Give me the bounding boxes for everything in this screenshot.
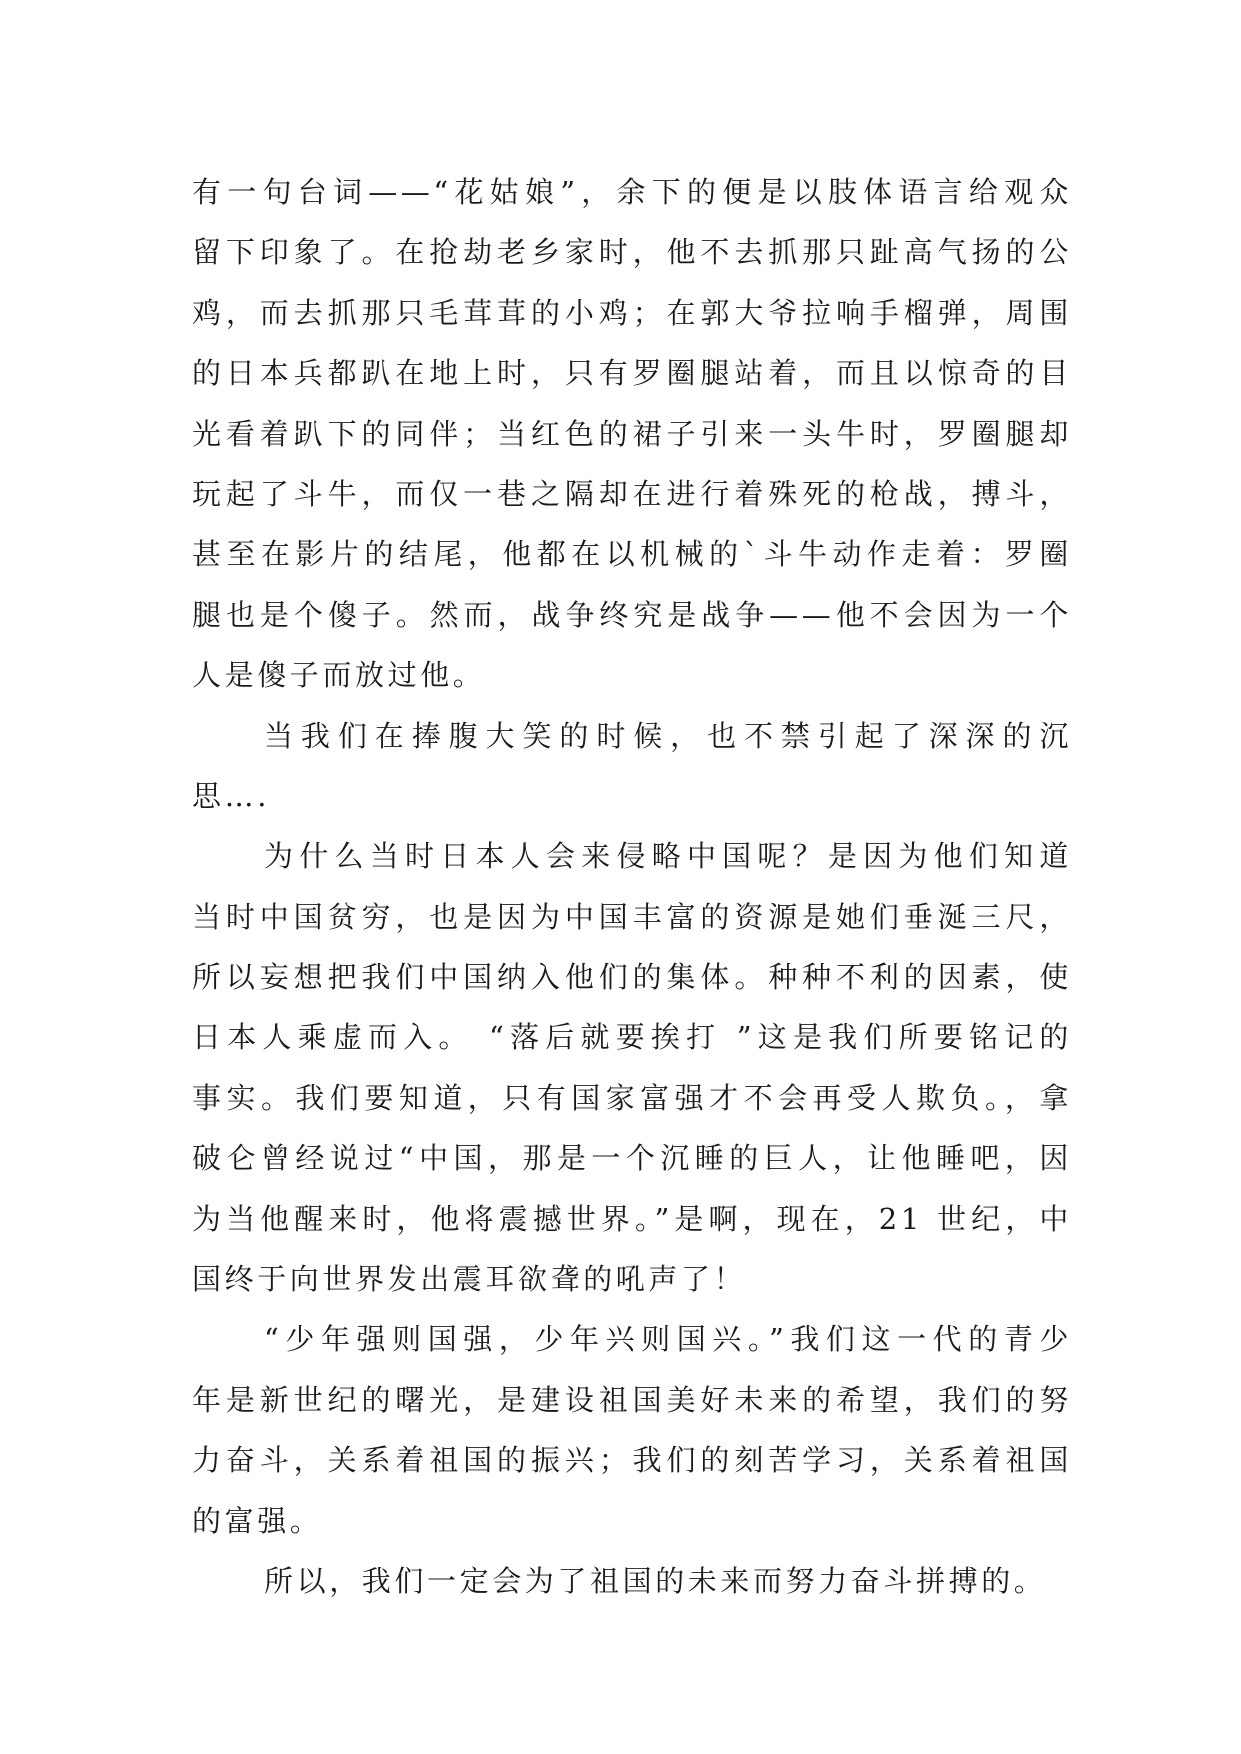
text-line: 日本人乘虚而入。 “落后就要挨打 ”这是我们所要铭记的 bbox=[192, 1020, 1072, 1055]
text-line: 所以妄想把我们中国纳入他们的集体。种种不利的因素，使 bbox=[192, 960, 1072, 995]
text-line: 甚至在影片的结尾，他都在以机械的`斗牛动作走着：罗圈 bbox=[192, 537, 1072, 572]
text-line: 国终于向世界发出震耳欲聋的吼声了！ bbox=[192, 1262, 747, 1297]
document-body bbox=[192, 162, 1072, 1611]
text-line: 破仑曾经说过“中国，那是一个沉睡的巨人，让他睡吧，因 bbox=[192, 1141, 1072, 1176]
text-line: 留下印象了。在抢劫老乡家时，他不去抓那只趾高气扬的公 bbox=[192, 235, 1072, 270]
text-line: 思…. bbox=[192, 778, 271, 813]
text-line: 年是新世纪的曙光，是建设祖国美好未来的希望，我们的努 bbox=[192, 1382, 1072, 1417]
text-line: 当我们在捧腹大笑的时候，也不禁引起了深深的沉 bbox=[264, 718, 1072, 753]
text-line: 的富强。 bbox=[192, 1503, 323, 1538]
text-line: 当时中国贫穷，也是因为中国丰富的资源是她们垂涎三尺， bbox=[192, 899, 1072, 934]
text-line: 光看着趴下的同伴；当红色的裙子引来一头牛时，罗圈腿却 bbox=[192, 416, 1072, 451]
text-line: 为什么当时日本人会来侵略中国呢？是因为他们知道 bbox=[264, 839, 1072, 874]
text-line: 事实。我们要知道，只有国家富强才不会再受人欺负。，拿 bbox=[192, 1080, 1072, 1115]
text-line: “少年强则国强，少年兴则国兴。”我们这一代的青少 bbox=[264, 1322, 1072, 1357]
text-line: 鸡，而去抓那只毛茸茸的小鸡；在郭大爷拉响手榴弹，周围 bbox=[192, 295, 1072, 330]
text-line: 所以，我们一定会为了祖国的未来而努力奋斗拼搏的。 bbox=[264, 1563, 1047, 1598]
text-line: 力奋斗，关系着祖国的振兴；我们的刻苦学习，关系着祖国 bbox=[192, 1443, 1072, 1478]
text-line: 为当他醒来时，他将震撼世界。”是啊，现在，21 世纪，中 bbox=[192, 1201, 1072, 1236]
text-line: 玩起了斗牛，而仅一巷之隔却在进行着殊死的枪战，搏斗， bbox=[192, 476, 1072, 511]
text-line: 腿也是个傻子。然而，战争终究是战争——他不会因为一个 bbox=[192, 597, 1072, 632]
text-line: 有一句台词——“花姑娘”，余下的便是以肢体语言给观众 bbox=[192, 175, 1072, 209]
text-line: 的日本兵都趴在地上时，只有罗圈腿站着，而且以惊奇的目 bbox=[192, 356, 1072, 391]
text-line: 人是傻子而放过他。 bbox=[192, 658, 486, 693]
